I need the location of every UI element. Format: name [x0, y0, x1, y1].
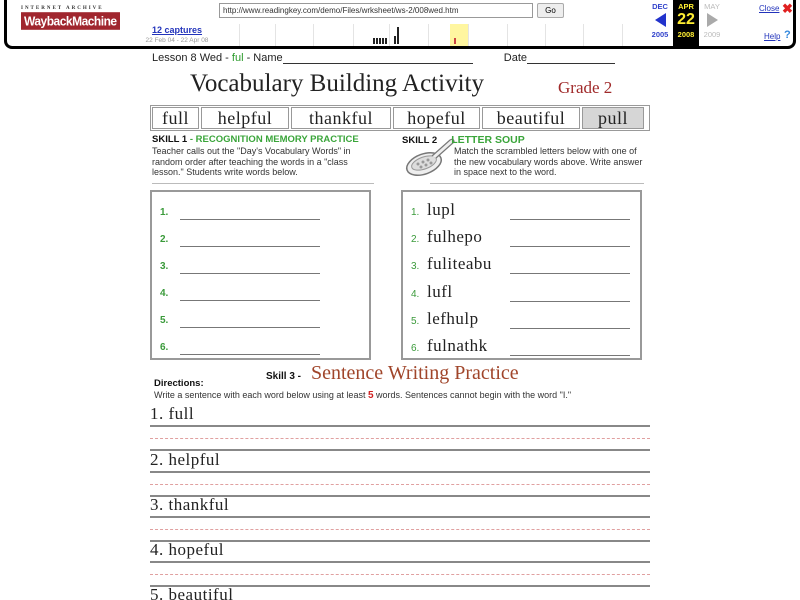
- skill3-title: Sentence Writing Practice: [311, 362, 519, 384]
- sentence-line[interactable]: 5. beautiful: [150, 585, 234, 600]
- word-bank-item: thankful: [291, 107, 391, 129]
- scrambled-word: fulnathk: [427, 336, 488, 355]
- scrambled-word: fuliteabu: [427, 254, 492, 273]
- wayback-toolbar: [4, 0, 796, 49]
- answer-blank[interactable]: [180, 246, 320, 247]
- go-button[interactable]: Go: [537, 3, 564, 18]
- prev-capture[interactable]: DEC 2005: [651, 2, 669, 39]
- answer-blank[interactable]: [510, 246, 630, 247]
- scrambled-word: fulhepo: [427, 227, 483, 246]
- sentence-line[interactable]: 2. helpful: [150, 450, 650, 495]
- help-icon[interactable]: ?: [784, 29, 791, 41]
- skill1-answer-box: 1. 2. 3. 4. 5. 6.: [150, 190, 371, 360]
- logo-main-text: WaybackMachine: [21, 12, 120, 30]
- directions-label: Directions:: [154, 378, 204, 389]
- wayback-logo[interactable]: [21, 6, 117, 30]
- next-arrow-icon: [707, 13, 718, 27]
- next-capture: MAY 2009: [703, 2, 721, 39]
- word-bank-item: beautiful: [482, 107, 580, 129]
- answer-blank[interactable]: [180, 354, 320, 355]
- prev-arrow-icon[interactable]: [655, 13, 666, 27]
- url-input[interactable]: http://www.readingkey.com/demo/Files/wrksheet/ws-2/008wed.htm: [219, 3, 533, 18]
- answer-blank[interactable]: [180, 273, 320, 274]
- skill2-description: Match the scrambled letters below with one of the new vocabulary words above. Write answer in space next to the word.: [454, 146, 643, 177]
- calendar-nav: [647, 0, 735, 46]
- help-link[interactable]: Help: [764, 32, 781, 41]
- captures-link[interactable]: 12 captures: [151, 25, 203, 35]
- word-bank: [150, 105, 650, 131]
- answer-blank[interactable]: [510, 355, 630, 356]
- word-bank-item: pull: [582, 107, 644, 129]
- suffix-focus: ful: [231, 52, 244, 64]
- answer-blank[interactable]: [510, 301, 630, 302]
- sentence-line[interactable]: 3. thankful: [150, 495, 650, 540]
- logo-top-text: INTERNET ARCHIVE: [21, 6, 104, 11]
- answer-blank[interactable]: [180, 327, 320, 328]
- scrambled-word: lufl: [427, 282, 453, 301]
- capture-sparkline[interactable]: [217, 24, 637, 46]
- skill2-answer-box: 1. lupl 2. fulhepo 3. fuliteabu 4. lufl 5. lefhulp 6. fulnathk: [401, 190, 642, 360]
- date-blank: [527, 53, 615, 64]
- page-title: Vocabulary Building Activity: [190, 70, 484, 97]
- answer-blank[interactable]: [180, 219, 320, 220]
- current-year-highlight: [450, 24, 468, 46]
- scrambled-word: lefhulp: [427, 309, 479, 328]
- sentence-line[interactable]: 4. hopeful: [150, 540, 650, 585]
- word-bank-item: helpful: [201, 107, 289, 129]
- answer-blank[interactable]: [180, 300, 320, 301]
- skill2-heading: SKILL 2 LETTER SOUP: [402, 134, 525, 146]
- min-words-count: 5: [367, 390, 374, 401]
- skill3-label: Skill 3 -: [266, 371, 302, 382]
- word-bank-item: full: [152, 107, 199, 129]
- answer-blank[interactable]: [510, 328, 630, 329]
- lesson-line: Lesson 8 Wed - ful - Name Date: [152, 52, 652, 64]
- scrambled-word: lupl: [427, 200, 456, 219]
- skill1-heading: SKILL 1 - RECOGNITION MEMORY PRACTICE: [152, 134, 359, 145]
- grade-label: Grade 2: [558, 78, 613, 97]
- sentence-line[interactable]: 1. full: [150, 404, 650, 449]
- word-bank-item: hopeful: [393, 107, 480, 129]
- current-capture: APR 22 2008: [673, 0, 699, 46]
- skill1-description: Teacher calls out the "Day's Vocabulary Words" in random order after teaching the words in a "class lesson." Students write words below.: [152, 146, 351, 177]
- captures-range: 22 Feb 04 - 22 Apr 08: [145, 37, 209, 44]
- skill3-instructions: Write a sentence with each word below using at least 5 words. Sentences cannot begin with the word "I.": [154, 390, 572, 401]
- answer-blank[interactable]: [510, 273, 630, 274]
- name-blank: [283, 53, 473, 64]
- captures-info: [137, 25, 217, 44]
- answer-blank[interactable]: [510, 219, 630, 220]
- close-link[interactable]: Close: [759, 4, 780, 13]
- close-icon[interactable]: ✖: [782, 1, 793, 16]
